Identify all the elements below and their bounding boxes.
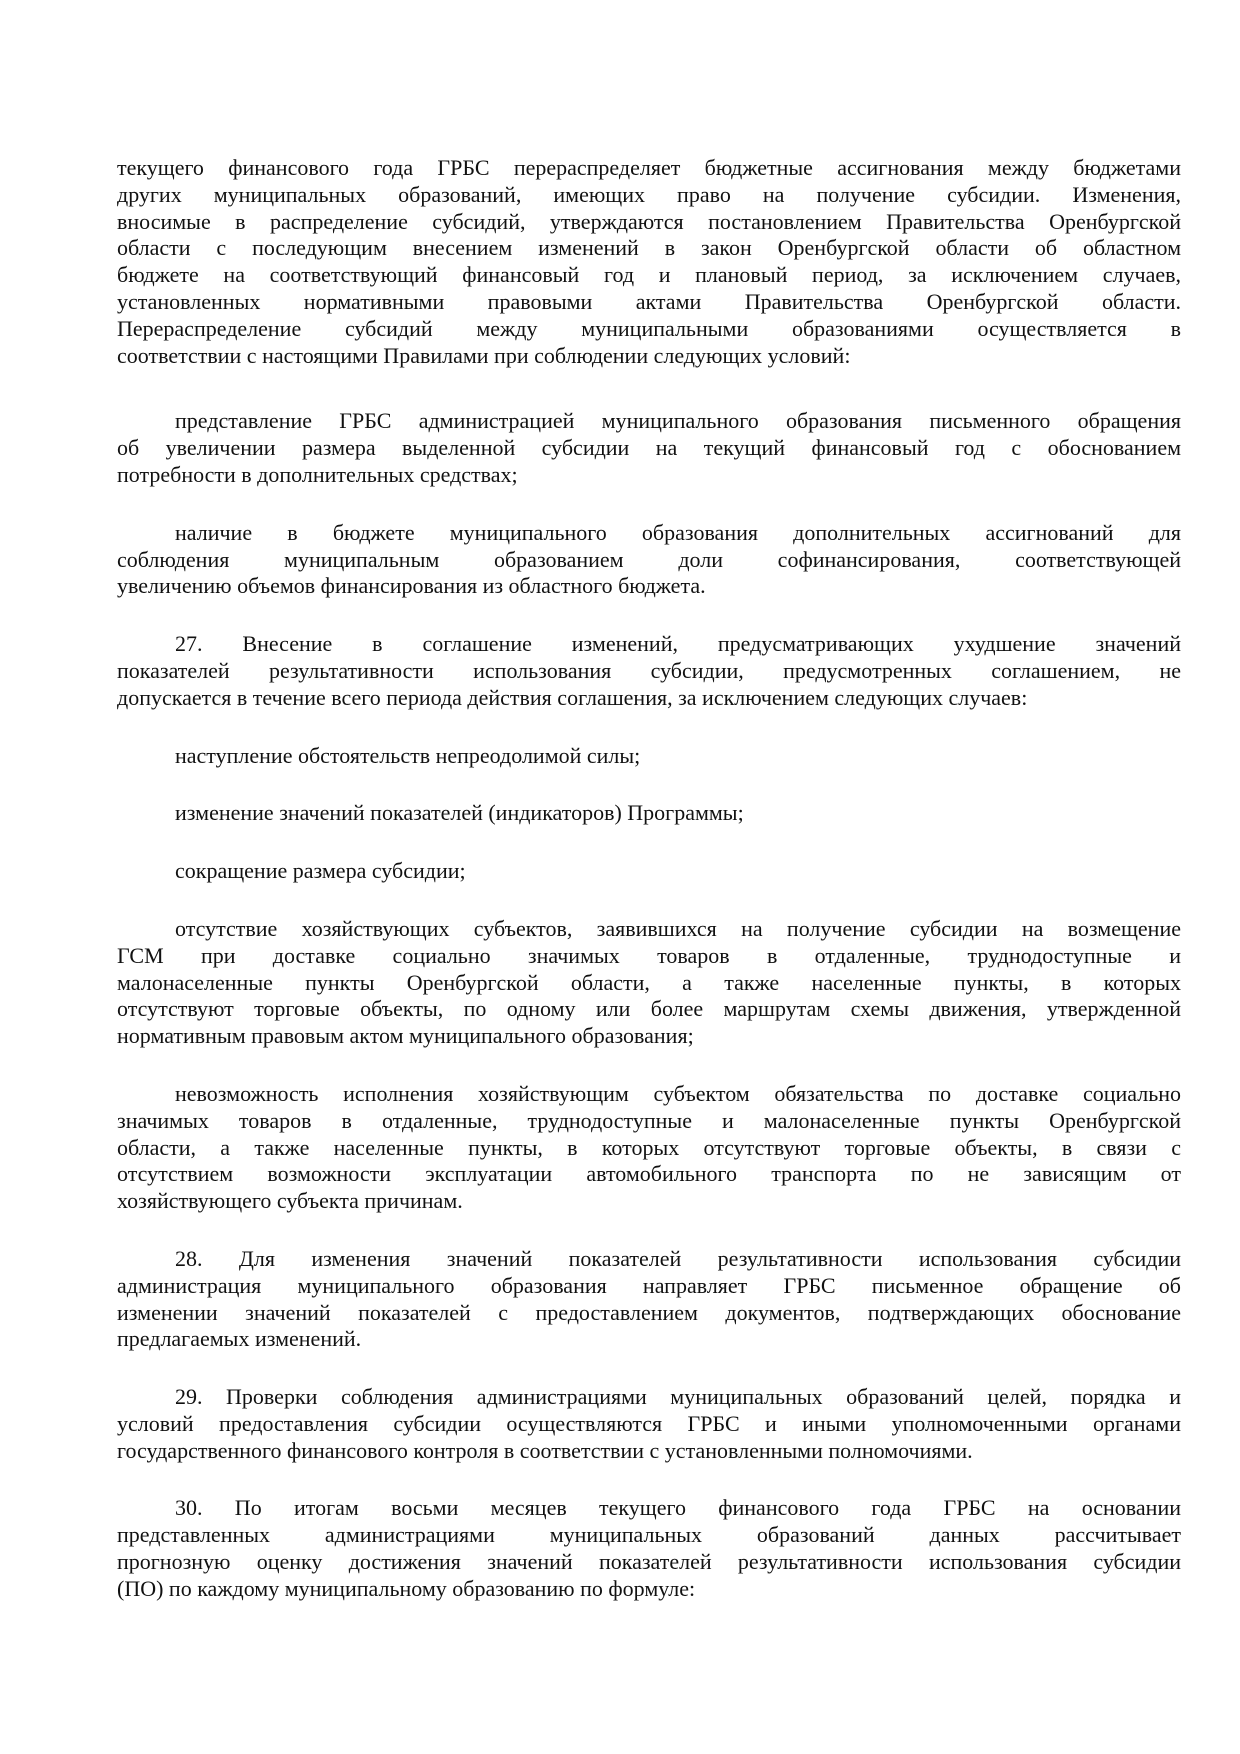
paragraph <box>117 1081 1181 1215</box>
text-line: 29. Проверки соблюдения администрациями муниципальных образований целей, порядка и <box>175 1384 1181 1410</box>
text-line: администрация муниципального образования направляет ГРБС письменное обращение об <box>117 1272 1181 1298</box>
text-line: отсутствие хозяйствующих субъектов, заявившихся на получение субсидии на возмещение <box>175 915 1181 941</box>
paragraph <box>117 743 1181 770</box>
text-line: 27. Внесение в соглашение изменений, предусматривающих ухудшение значений <box>175 631 1181 657</box>
text-line: установленных нормативными правовыми актами Правительства Оренбургской области. <box>117 288 1181 314</box>
document-page <box>117 155 1181 1603</box>
text-line: (ПО) по каждому муниципальному образованию по формуле: <box>117 1575 696 1601</box>
paragraph <box>117 408 1181 488</box>
text-line: наличие в бюджете муниципального образования дополнительных ассигнований для <box>175 519 1181 545</box>
text-line: 30. По итогам восьми месяцев текущего финансового года ГРБС на основании <box>175 1495 1181 1521</box>
text-line: изменение значений показателей (индикаторов) Программы; <box>175 800 744 826</box>
text-line: представленных администрациями муниципальных образований данных рассчитывает <box>117 1522 1181 1548</box>
text-line: допускается в течение всего периода действия соглашения, за исключением следующих случаев: <box>117 684 1028 710</box>
text-line: отсутствуют торговые объекты, по одному или более маршрутам схемы движения, утвержденной <box>117 996 1181 1022</box>
text-line: предлагаемых изменений. <box>117 1326 362 1352</box>
text-line: области с последующим внесением изменений в закон Оренбургской области об областном <box>117 235 1181 261</box>
text-line: показателей результативности использования субсидии, предусмотренных соглашением, не <box>117 657 1181 683</box>
paragraph <box>117 1246 1181 1353</box>
text-line: вносимые в распределение субсидий, утверждаются постановлением Правительства Оренбургской <box>117 208 1181 234</box>
text-line: 28. Для изменения значений показателей результативности использования субсидии <box>175 1245 1181 1271</box>
text-line: значимых товаров в отдаленные, труднодоступные и малонаселенные пункты Оренбургской <box>117 1107 1181 1133</box>
text-line: текущего финансового года ГРБС перераспределяет бюджетные ассигнования между бюджетами <box>117 155 1181 180</box>
text-line: отсутствием возможности эксплуатации автомобильного транспорта по не зависящим от <box>117 1161 1181 1187</box>
text-line: об увеличении размера выделенной субсидии на текущий финансовый год с обоснованием <box>117 435 1181 461</box>
text-line: государственного финансового контроля в соответствии с установленными полномочиями. <box>117 1437 973 1463</box>
text-line: увеличению объемов финансирования из областного бюджета. <box>117 573 706 599</box>
paragraph <box>117 1384 1181 1464</box>
text-line: малонаселенные пункты Оренбургской области, а также населенные пункты, в которых <box>117 969 1181 995</box>
text-line: соответствии с настоящими Правилами при соблюдении следующих условий: <box>117 342 851 368</box>
paragraph <box>117 1495 1181 1602</box>
paragraph <box>117 916 1181 1050</box>
text-line: нормативным правовым актом муниципального образования; <box>117 1023 694 1049</box>
text-line: невозможность исполнения хозяйствующим субъектом обязательства по доставке социально <box>175 1080 1181 1106</box>
paragraph <box>117 155 1181 369</box>
text-line: соблюдения муниципальным образованием доли софинансирования, соответствующей <box>117 546 1181 572</box>
text-line: представление ГРБС администрацией муниципального образования письменного обращения <box>175 408 1181 434</box>
text-line: изменении значений показателей с предоставлением документов, подтверждающих обоснование <box>117 1299 1181 1325</box>
paragraph <box>117 858 1181 885</box>
text-line: прогнозную оценку достижения значений показателей результативности использования субсидии <box>117 1549 1181 1575</box>
paragraph <box>117 520 1181 600</box>
text-line: условий предоставления субсидии осуществляются ГРБС и иными уполномоченными органами <box>117 1410 1181 1436</box>
text-line: бюджете на соответствующий финансовый год и плановый период, за исключением случаев, <box>117 262 1181 288</box>
text-line: сокращение размера субсидии; <box>175 858 466 884</box>
text-line: потребности в дополнительных средствах; <box>117 461 518 487</box>
paragraph <box>117 800 1181 827</box>
text-line: Перераспределение субсидий между муниципальными образованиями осуществляется в <box>117 315 1181 341</box>
text-line: хозяйствующего субъекта причинам. <box>117 1188 463 1214</box>
text-line: области, а также населенные пункты, в которых отсутствуют торговые объекты, в связи с <box>117 1134 1181 1160</box>
text-line: наступление обстоятельств непреодолимой силы; <box>175 742 641 768</box>
paragraph <box>117 631 1181 711</box>
text-line: других муниципальных образований, имеющих право на получение субсидии. Изменения, <box>117 181 1181 207</box>
text-line: ГСМ при доставке социально значимых товаров в отдаленные, труднодоступные и <box>117 942 1181 968</box>
